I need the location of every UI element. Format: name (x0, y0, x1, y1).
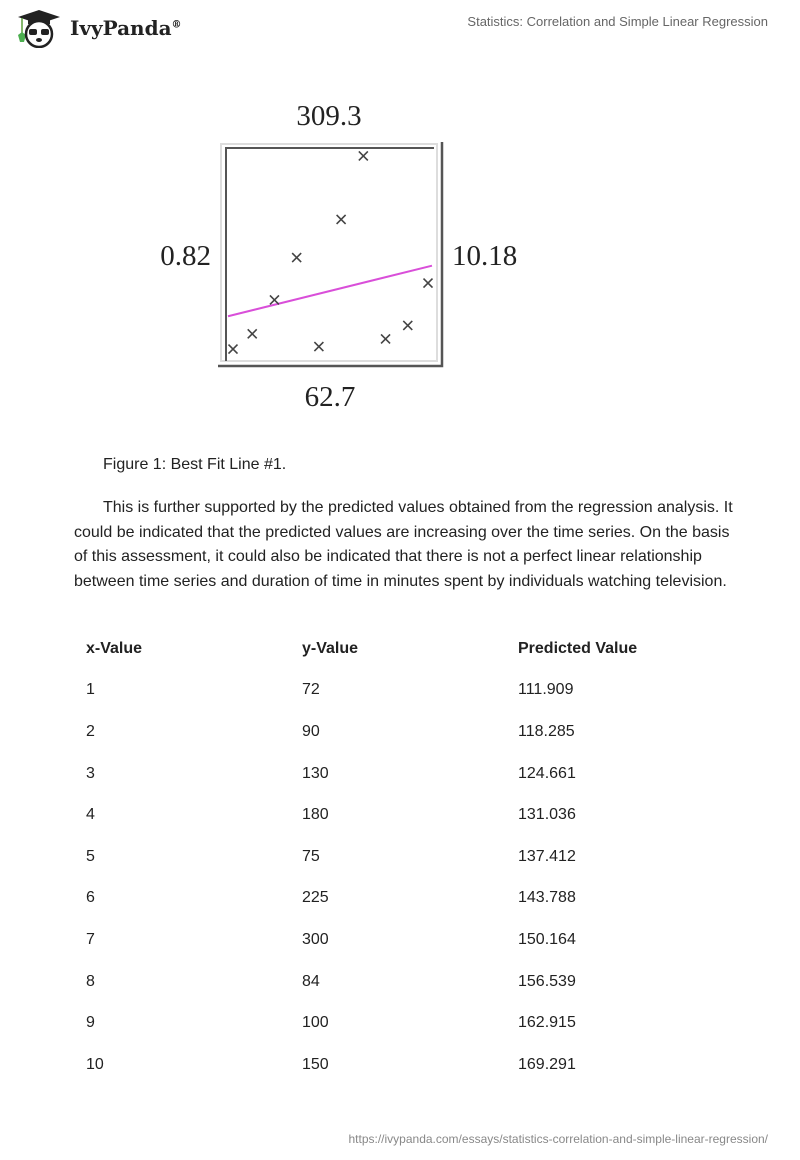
logo[interactable] (14, 8, 182, 48)
y-value-cell: 75 (302, 847, 320, 865)
table-row (74, 836, 722, 878)
x-value-cell: 9 (86, 1014, 95, 1032)
x-value-cell: 1 (86, 681, 95, 699)
table-row (74, 670, 722, 712)
x-value-cell: 7 (86, 930, 95, 948)
predicted-value-cell: 150.164 (518, 930, 576, 948)
predicted-value-cell: 111.909 (518, 681, 574, 699)
y-min-label: 62.7 (304, 381, 356, 413)
brand-name: IvyPanda (70, 16, 172, 40)
table-row (74, 794, 722, 836)
x-value-cell: 8 (86, 972, 95, 990)
predicted-value-cell: 156.539 (518, 972, 576, 990)
registered-mark: ® (171, 19, 182, 31)
data-point (403, 321, 412, 330)
predicted-value-cell: 143.788 (518, 889, 576, 907)
x-value-cell: 5 (86, 847, 95, 865)
predicted-value-cell: 131.036 (518, 806, 576, 824)
table-row (74, 961, 722, 1003)
x-min-label: 0.82 (160, 240, 211, 272)
predicted-value-cell: 162.915 (518, 1014, 576, 1032)
table-row (74, 753, 722, 795)
x-value-cell: 10 (86, 1055, 104, 1073)
table-header-row (74, 628, 722, 670)
y-max-label: 309.3 (296, 100, 362, 132)
y-value-cell: 225 (302, 889, 329, 907)
y-value-cell: 180 (302, 806, 329, 824)
data-point (270, 295, 279, 304)
figure-caption: Figure 1: Best Fit Line #1. (103, 456, 287, 473)
y-value-cell: 150 (302, 1055, 329, 1073)
data-point (292, 253, 301, 262)
plot-frame-inner (226, 148, 434, 361)
table-row (74, 711, 722, 753)
y-value-cell: 100 (302, 1014, 329, 1032)
x-value-cell: 4 (86, 806, 95, 824)
x-max-label: 10.18 (452, 240, 518, 272)
x-value-cell: 3 (86, 764, 95, 782)
data-point (314, 342, 323, 351)
table-row (74, 919, 722, 961)
y-value-cell: 84 (302, 972, 320, 990)
source-url[interactable]: https://ivypanda.com/essays/statistics-correlation-and-simple-linear-regression/ (348, 1132, 768, 1146)
y-value-cell: 130 (302, 764, 329, 782)
data-point (381, 334, 390, 343)
y-value-cell: 90 (302, 722, 320, 740)
best-fit-chart (140, 90, 540, 420)
body-paragraph: This is further supported by the predicted values obtained from the regression analysis. It could be indicated that the predicted values are increasing over the time series. On the basis of this assessment, it could also be indicated that there is not a perfect linear relationship between time series and duration of time in minutes spent by individuals watching television. (74, 499, 733, 590)
predicted-value-cell: 137.412 (518, 847, 576, 865)
data-point (337, 215, 346, 224)
x-value-cell: 6 (86, 889, 95, 907)
y-value-cell: 72 (302, 681, 320, 699)
header-predicted: Predicted Value (518, 639, 638, 657)
header-y: y-Value (302, 639, 359, 657)
best-fit-line (228, 266, 432, 317)
data-point (248, 329, 257, 338)
document-title: Statistics: Correlation and Simple Linear Regression (467, 14, 768, 29)
predicted-value-cell: 169.291 (518, 1055, 576, 1073)
y-value-cell: 300 (302, 930, 329, 948)
table-row (74, 1002, 722, 1044)
predicted-value-cell: 124.661 (518, 764, 576, 782)
data-point (229, 345, 238, 354)
table-row (74, 1044, 722, 1086)
x-value-cell: 2 (86, 722, 95, 740)
table-row (74, 878, 722, 920)
predicted-values-table (74, 628, 722, 1086)
data-point (359, 151, 368, 160)
predicted-value-cell: 118.285 (518, 722, 575, 740)
data-point (424, 279, 433, 288)
header-x: x-Value (86, 639, 143, 657)
panda-logo-icon (14, 8, 64, 48)
